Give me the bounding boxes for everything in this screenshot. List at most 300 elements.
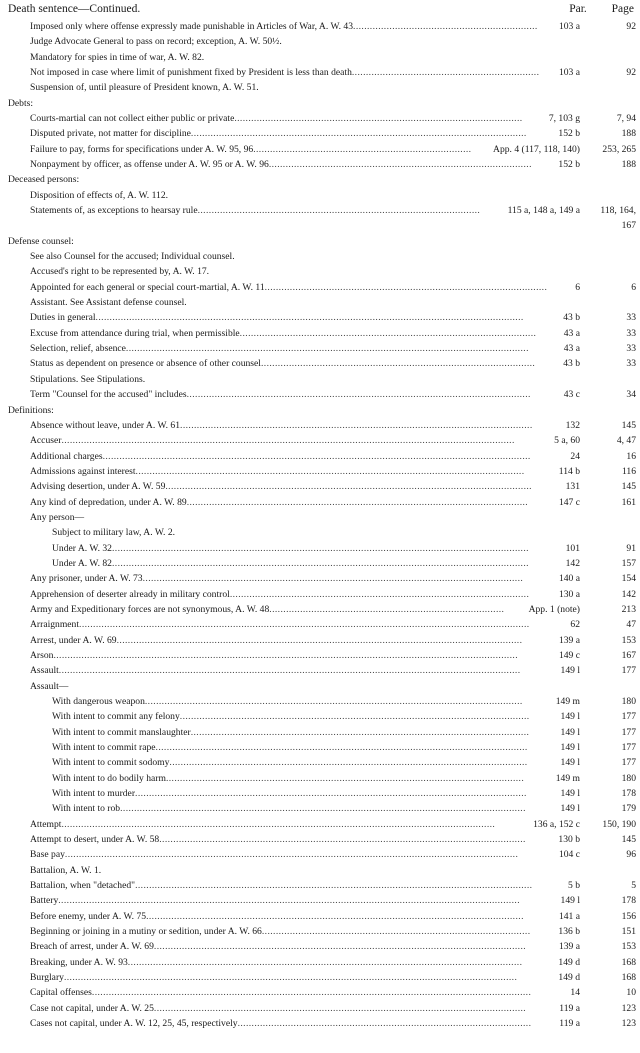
entry-text [30,419,533,433]
dot-leader: ................................................................................................ [261,926,531,938]
dot-leader: ........................................................................................................... [229,588,530,600]
entry-label: Any kind of depredation, under A. W. 89 [30,496,187,508]
entry-text [52,756,528,770]
page-ref: 177 [621,665,636,677]
index-entry [0,465,640,479]
paragraph-ref: 101 [565,542,580,554]
entry-label: Burglary [30,972,64,984]
entry-label: Accused's right to be represented by, A. W. 17. [30,266,210,278]
entry-text [30,910,524,924]
dot-leader: .................................................................................................. [260,358,536,370]
page-ref: 154 [621,573,636,585]
index-entry [0,35,640,49]
paragraph-ref: 5 a, 60 [554,435,580,447]
entry-label: Suspension of, until pleasure of President known, A. W. 51. [30,82,259,94]
paragraph-ref: 149 l [560,665,580,677]
paragraph-ref: 149 l [560,711,580,723]
entry-text [8,173,79,187]
page-ref: 177 [621,741,636,753]
index-entry [0,894,640,908]
index-heading [0,173,640,187]
page-ref: 177 [621,711,636,723]
page-ref: 213 [621,603,636,615]
entry-text [52,695,523,709]
page-ref: 6 [631,281,636,293]
index-entry [0,388,640,402]
entry-label: Attempt [30,818,62,830]
entry-text [30,158,532,172]
entry-label: Status as dependent on presence or absence of other counsel [30,358,261,370]
index-entry [0,526,640,540]
entry-text [30,388,531,402]
entry-label: With intent to commit sodomy [52,757,170,769]
par-column-label: Par. [569,3,587,15]
page-header [0,0,640,18]
index-heading [0,235,640,249]
entry-label: Assault [30,665,59,677]
entry-label: Battery [30,895,59,907]
entry-text [52,741,528,755]
dot-leader: ........................................................................................................................ [190,128,527,140]
dot-leader: .................................................................................... [269,603,505,615]
paragraph-ref: App. 1 (note) [528,603,580,615]
entry-label: Mandatory for spies in time of war, A. W. 82. [30,51,205,63]
paragraph-ref: 149 l [560,788,580,799]
entry-label: Arraignment [30,619,80,631]
entry-text [30,265,209,279]
entry-label: Additional charges [30,450,103,462]
entry-label: With intent to commit manslaughter [52,726,191,738]
entry-label: Debts: [8,97,34,109]
entry-text [30,496,528,510]
entry-label: Battalion, A. W. 1. [30,864,102,876]
page-ref: 7, 94 [616,113,636,125]
entry-text [30,1017,531,1031]
page-ref: 118, 164, [600,205,636,217]
dot-leader: ..................................................................................................................................................................... [58,895,520,907]
index-entry [0,925,640,939]
paragraph-ref: 24 [570,450,580,462]
page-ref: 188 [621,128,636,140]
paragraph-ref: 139 a [558,941,580,953]
index-entry [0,51,640,65]
page-ref: 34 [626,389,636,401]
page-ref: 145 [621,834,636,846]
entry-text [30,480,532,494]
entry-label: Statements of, as exceptions to hearsay rule [30,205,198,217]
dot-leader: ................................................................................................................................ [165,772,525,784]
entry-text [30,342,529,356]
entry-label: Battalion, when "detached" [30,880,136,892]
index-entry [0,66,640,80]
entry-text [30,66,539,80]
entry-label: Cases not capital, under A. W. 12, 25, 45, respectively [30,1018,238,1030]
index-entry [0,726,640,740]
entry-text [30,864,101,878]
paragraph-ref: 149 l [560,803,580,815]
dot-leader: .................................................................................................................................................................. [63,972,518,984]
dot-leader: ............................................................................................................................................ [135,788,527,799]
index-entry [0,695,640,709]
page-ref: 177 [621,757,636,769]
paragraph-ref: 139 a [558,634,580,646]
entry-label: Arson [30,649,54,661]
page-ref: 156 [621,910,636,922]
page-ref: 47 [626,619,636,631]
paragraph-ref: 149 l [560,741,580,753]
index-entry [0,848,640,862]
index-entry [0,741,640,755]
entry-label: Appointed for each general or special court-martial, A. W. 11 [30,281,265,293]
entry-text [30,465,525,479]
index-entry [0,557,640,571]
entry-text [30,572,523,586]
entry-text [30,281,547,295]
dot-leader: ................................................................................................................................... [159,834,526,846]
entry-text [30,327,536,341]
paragraph-ref: 43 a [563,343,580,355]
paragraph-ref: 140 a [558,573,580,585]
entry-label: Attempt to desert, under A. W. 58 [30,834,160,846]
entry-label: Breach of arrest, under A. W. 69 [30,941,154,953]
index-entry [0,250,640,264]
dot-leader: ........................................................................................................................... [186,389,531,401]
index-entry [0,511,640,525]
paragraph-ref: 62 [570,619,580,631]
entry-label: Beginning or joining in a mutiny or sedition, under A. W. 66 [30,926,262,938]
index-entry [0,680,640,694]
entry-label: Disputed private, not matter for discipline [30,128,191,140]
paragraph-ref: 14 [570,987,580,999]
entry-label: Arrest, under A. W. 69 [30,634,117,646]
entry-text [30,127,527,141]
index-entry [0,634,640,648]
entry-text [52,557,529,571]
entry-text [30,511,84,525]
entry-label: Breaking, under A. W. 93 [30,956,128,968]
paragraph-ref: 152 b [558,159,580,171]
page-ref: 123 [621,1018,636,1030]
entry-text [52,772,524,786]
page-ref: 96 [626,849,636,861]
entry-text [30,940,526,954]
dot-leader: .......................................................................................................................... [186,496,529,508]
index-entry [0,158,640,172]
page-ref: 157 [621,557,636,569]
page-ref: 33 [626,327,636,339]
paragraph-ref: 103 a [558,21,580,32]
entry-text [8,235,74,249]
page-ref: 33 [626,343,636,355]
entry-label: Excuse from attendance during trial, when permissible [30,327,240,339]
continued-heading: Death sentence—Continued. [8,3,141,15]
page-ref: 145 [621,481,636,493]
entry-label: Failure to pay, forms for specifications under A. W. 95, 96 [30,143,254,155]
dot-leader: ................................................................................................................................... [165,481,532,493]
index-entry [0,281,640,295]
entry-text [30,373,145,387]
dot-leader: .......................................................................................................... [239,327,537,339]
entry-label: Absence without leave, under A. W. 61 [30,419,181,431]
paragraph-ref: 43 b [563,312,580,324]
dot-leader: ..................................................................................................................................... [153,1002,527,1014]
page-ref: 33 [626,358,636,370]
paragraph-ref: 149 c [558,649,580,661]
dot-leader: ..................................................................................................................................................... [111,542,529,554]
page-ref: 167 [621,649,636,661]
index-entry [0,143,640,157]
dot-leader: ..................................................................................................................................... [155,741,528,753]
entry-label: Assault— [30,680,69,692]
entry-label: See also Counsel for the accused; Individual counsel. [30,251,235,263]
paragraph-ref: 149 l [560,895,580,907]
dot-leader: ................................................................... [351,67,540,79]
index-entry [0,342,640,356]
dot-leader: ............................................................................................................................................. [127,956,523,968]
page-ref: 4, 47 [616,435,636,447]
dot-leader: ....................................................................................................... [234,113,523,125]
dot-leader: ..................................................................................................... [264,281,548,293]
entry-label: Definitions: [8,404,54,416]
entry-label: Admissions against interest [30,465,136,477]
index-entry [0,112,640,126]
entry-text [30,296,187,310]
entry-label: Imposed only where offense expressly made punishable in Articles of War, A. W. 43 [30,21,354,32]
entry-label: Any person— [30,511,85,523]
entry-text [30,664,521,678]
entry-text [52,710,530,724]
entry-label: Advising desertion, under A. W. 59 [30,481,166,493]
page-ref: 168 [621,972,636,984]
entry-label: Apprehension of deserter already in military control [30,588,230,600]
index-entry [0,986,640,1000]
dot-leader: ......................................................................................................................................................... [102,450,531,462]
paragraph-ref: 130 b [558,834,580,846]
dot-leader: ................................................................................................................................................. [120,803,526,815]
index-entry [0,496,640,510]
page-ref: 178 [621,788,636,799]
index-entry [0,649,640,663]
index-heading [0,404,640,418]
dot-leader: ......................................................................................................... [237,1018,532,1030]
index-entry [0,588,640,602]
index-entry [0,357,640,371]
index-entry [0,127,640,141]
index-entry [0,664,640,678]
index-entry [0,296,640,310]
entry-text [30,848,518,862]
dot-leader: ................................................................................................................................ [169,757,528,769]
dot-leader: ..................................................................................................................................................................... [58,665,521,677]
entry-label: Before enemy, under A. W. 75 [30,910,147,922]
index-entry [0,1017,640,1031]
index-entry [0,710,640,724]
page-ref: 179 [621,803,636,815]
entry-label: Judge Advocate General to pass on record; exception, A. W. 50½. [30,36,282,48]
dot-leader: ........................................................................................................................................... [135,465,525,477]
index-entry [0,542,640,556]
entry-text [30,618,530,632]
entry-text [30,925,531,939]
entry-label: Selection, relief, absence [30,343,126,355]
entry-label: Any prisoner, under A. W. 73 [30,573,143,585]
entry-text [30,250,235,264]
entry-text [30,680,68,694]
page-ref: 153 [621,634,636,646]
page-ref: 188 [621,159,636,171]
page-ref: 153 [621,941,636,953]
entry-text [30,956,522,970]
page-ref: 161 [621,496,636,508]
page-column-label: Page [611,3,634,15]
index-entry [0,219,640,233]
dot-leader: ........................................................................................................................................ [142,573,524,585]
paragraph-ref: 136 a, 152 c [533,818,580,830]
paragraph-ref: 152 b [558,128,580,140]
entry-text [30,1002,526,1016]
entry-text [30,879,532,893]
entry-text [30,649,518,663]
dot-leader: ....................................................................................................................................... [144,695,523,707]
paragraph-ref: 141 a [558,910,580,922]
index-entry [0,956,640,970]
index-entry [0,603,640,617]
paragraph-ref: 142 [565,557,580,569]
dot-leader: ................................................................................................................................................................. [79,619,530,631]
paragraph-ref: 43 c [563,389,580,401]
index-entry [0,450,640,464]
entry-label: Accuser [30,435,62,447]
entry-text [30,603,504,617]
paragraph-ref: 149 l [560,726,580,738]
entry-text [30,818,495,832]
index-entry [0,189,640,203]
dot-leader: ......................................................................................................................................................... [95,312,524,324]
paragraph-ref: 149 m [555,772,580,784]
index-entry [0,204,640,218]
page-ref: 168 [621,956,636,968]
entry-label: Defense counsel: [8,235,74,247]
paragraph-ref: 7, 103 g [548,113,580,125]
entry-text [30,833,526,847]
paragraph-ref: 103 a [558,67,580,79]
entry-text [30,357,535,371]
entry-text [30,143,471,157]
dot-leader: ....................................................................................................................................... [146,910,524,922]
entry-text [30,434,515,448]
index-entry [0,265,640,279]
index-entry [0,618,640,632]
page-ref: 92 [626,67,636,79]
index-entry [0,833,640,847]
paragraph-ref: 119 a [559,1018,580,1030]
entry-label: With intent to rob [52,803,121,815]
dot-leader: ................................................................................................................................................. [116,634,523,646]
entry-text [30,51,204,65]
entry-label: Nonpayment by officer, as offense under A. W. 95 or A. W. 96 [30,159,269,171]
paragraph-ref: 147 c [558,496,580,508]
paragraph-ref: 149 d [558,972,580,984]
index-entry [0,434,640,448]
entry-label: With intent to commit rape [52,741,156,753]
index-entry [0,940,640,954]
dot-leader: ..................................................................................................................................................... [111,557,529,569]
entry-text [30,35,282,49]
dot-leader: .................................................................. [353,21,538,32]
entry-text [30,204,480,218]
paragraph-ref: 131 [565,481,580,493]
dot-leader: ................................................................................................................................................ [125,343,529,355]
paragraph-ref: 114 b [558,465,580,477]
page-ref: 142 [621,588,636,600]
index-entry [0,864,640,878]
dot-leader: ............................................................................................................................. [179,711,530,723]
index-entry [0,910,640,924]
dot-leader: ............................................................................................................................................................. [91,987,532,999]
entry-text [30,112,523,126]
index-entry [0,20,640,34]
index-entry [0,818,640,832]
entry-text [8,97,33,111]
dot-leader: .............................................................................................. [268,159,532,171]
paragraph-ref: 104 c [558,849,580,861]
entry-text [30,20,538,34]
dot-leader: .............................................................................................................................. [180,419,533,431]
entry-label: Base pay [30,849,65,861]
paragraph-ref: 132 [565,419,580,431]
index-entry [0,572,640,586]
dot-leader: .................................................................................................................................................................. [64,849,519,861]
entry-label: With dangerous weapon [52,695,145,707]
page-ref: 180 [621,695,636,707]
entry-text [52,526,175,540]
entry-text [52,726,529,740]
page-ref: 10 [626,987,636,999]
entry-label: Under A. W. 32 [52,542,112,554]
entry-text [30,588,529,602]
paragraph-ref: 5 b [568,880,580,892]
paragraph-ref: 6 [575,281,580,293]
entry-text [8,404,54,418]
dot-leader: .............................................................................................................................................. [135,880,533,892]
index-entry [0,327,640,341]
paragraph-ref: 149 l [560,757,580,769]
entry-text [30,894,520,908]
entry-text [52,802,526,816]
paragraph-ref: 136 b [558,926,580,938]
entry-label: Term "Counsel for the accused" includes [30,389,187,401]
index-entry [0,419,640,433]
index-entry [0,772,640,786]
page-ref: 151 [621,926,636,938]
index-entry [0,81,640,95]
entry-label: Assistant. See Assistant defense counsel. [30,297,187,309]
entry-text [30,81,259,95]
entry-text [52,542,529,556]
page-ref: 5 [631,880,636,892]
paragraph-ref: 149 m [555,695,580,707]
index-entry [0,787,640,801]
dot-leader: ........................................................................................................................................................... [61,818,496,830]
dot-leader: ...................................................................................................................................................................... [53,649,518,661]
index-entry [0,971,640,985]
page-ref: 16 [626,450,636,462]
index-entry [0,373,640,387]
paragraph-ref: 119 a [559,1002,580,1014]
paragraph-ref: 149 d [558,956,580,968]
index-entry [0,311,640,325]
page-ref: 167 [621,220,636,232]
